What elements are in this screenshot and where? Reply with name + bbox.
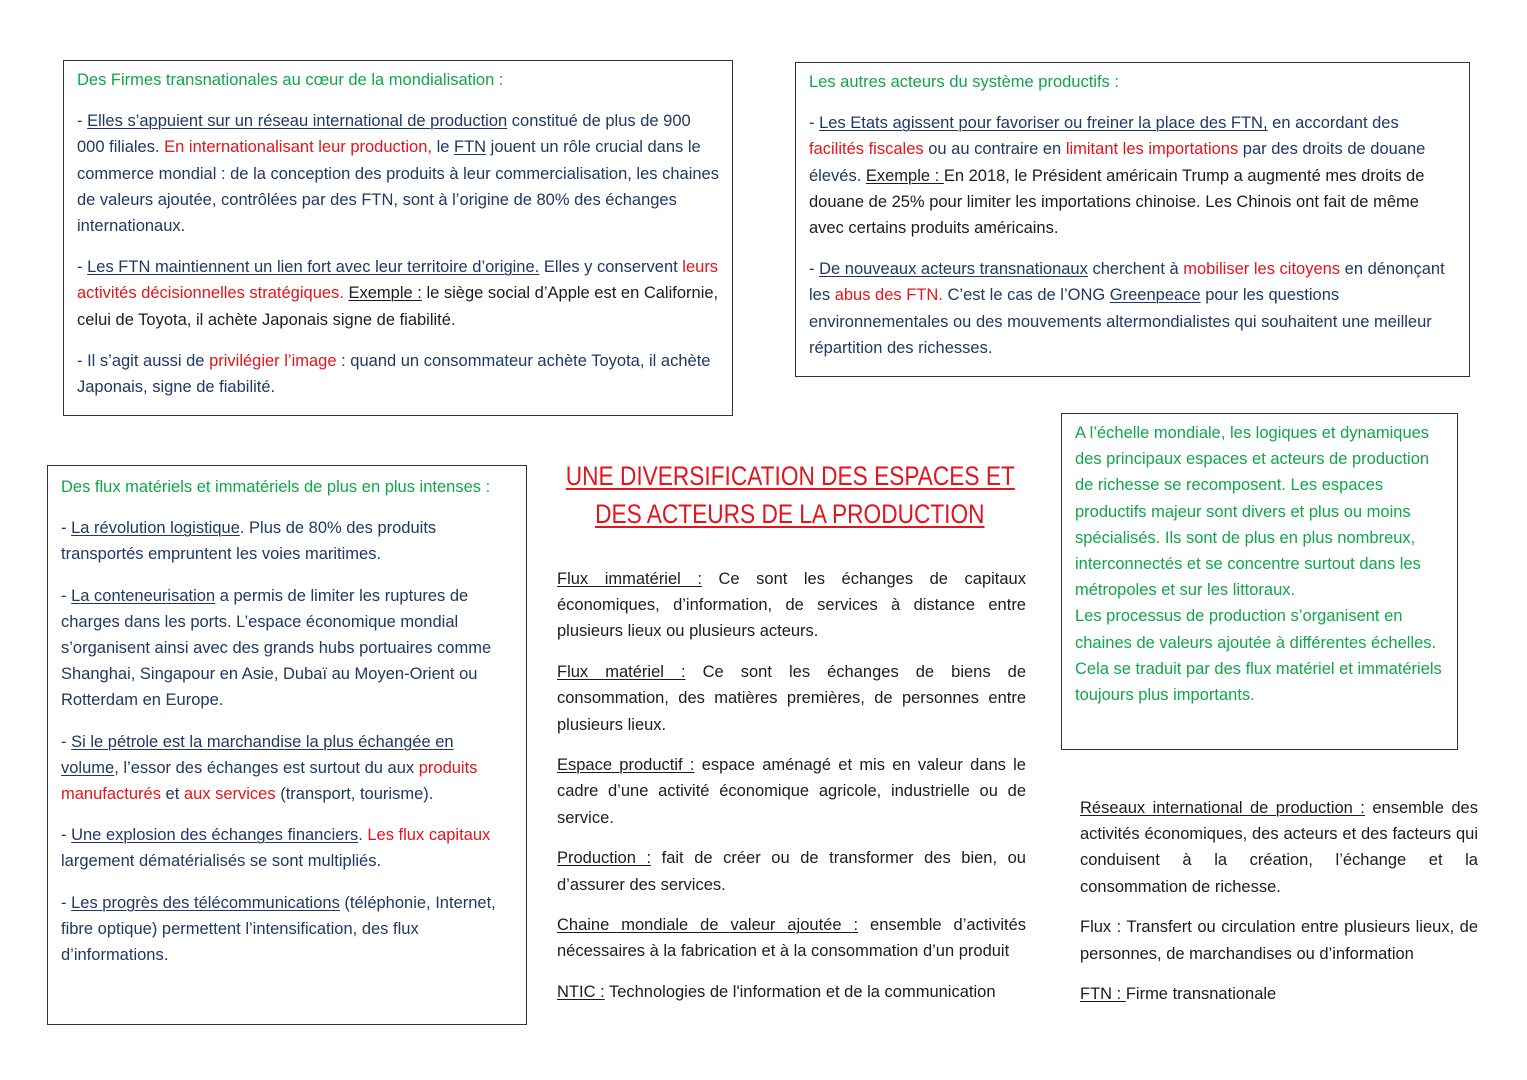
underlined-term: Les Etats agissent pour favoriser ou freiner la place des FTN, (819, 114, 1268, 133)
text-segment: : quand un consommateur achète Toyota, il achète Japonais, signe de fiabilité. (77, 351, 711, 397)
text-segment: mobiliser les citoyens (1183, 260, 1341, 279)
underlined-term: Chaine mondiale de valeur ajoutée : (557, 916, 859, 935)
summary-box-body-paragraph (1075, 420, 1444, 603)
ftn-box-body-paragraph (77, 348, 719, 400)
text-segment: . Plus de 80% des produits transportés empruntent les voies maritimes. (61, 519, 437, 564)
underlined-term: Espace productif : (557, 756, 695, 775)
text-segment: par des droits de douane élevés. (809, 140, 1426, 185)
main-title-line-2: DES ACTEURS DE LA PRODUCTION (595, 499, 985, 529)
other-actors-box-body (809, 110, 1456, 361)
underlined-term: Une explosion des échanges financiers (71, 826, 359, 845)
text-segment: - (809, 260, 820, 279)
text-segment: (transport, tourisme). (275, 785, 434, 804)
right-definitions-body-paragraph (1080, 914, 1478, 966)
text-segment: facilités fiscales (809, 140, 924, 159)
underlined-term: La révolution logistique (71, 519, 240, 538)
text-segment: - Il s’agit aussi de (77, 351, 210, 370)
text-segment: abus des FTN. (834, 286, 943, 305)
underlined-term: Les progrès des télécommunications (71, 893, 340, 912)
text-segment: aux services (183, 785, 276, 804)
text-segment: Ce sont les échanges de capitaux économiques, d’information, de services à distance entre plusieurs lieux ou plusieurs acteurs. (557, 570, 1026, 641)
ftn-box (63, 60, 733, 416)
text-segment: constitué de plus de 900 000 filiales. (77, 112, 691, 157)
main-title (510, 457, 1070, 533)
underlined-term: Les FTN maintiennent un lien fort avec leur territoire d’origine. (87, 258, 540, 277)
text-segment: - (77, 258, 88, 277)
underlined-term: Production : (557, 849, 652, 868)
text-segment: C’est le cas de l’ONG (942, 286, 1110, 305)
ftn-box-title: Des Firmes transnationales au cœur de la mondialisation : (77, 71, 504, 89)
text-segment: - (77, 112, 88, 131)
flows-box-body-paragraph (61, 890, 513, 969)
underlined-term: Si le pétrole est la marchandise la plus échangée en volume (61, 732, 454, 777)
underlined-term: FTN (454, 138, 487, 157)
text-segment: . (358, 826, 368, 845)
center-definitions (557, 566, 1026, 1020)
center-definitions-body-paragraph (557, 845, 1026, 897)
text-segment: le siège social d’Apple est en Californie, celui de Toyota, il achète Japonais signe de fiabilité. (77, 284, 719, 329)
text-segment: Transfert ou circulation entre plusieurs lieux, de personnes, de marchandises ou d’information (1080, 918, 1479, 963)
underlined-term: Exemple : (865, 166, 944, 185)
text-segment: en accordant des (1267, 114, 1399, 133)
ftn-box-body-paragraph (77, 108, 719, 239)
underlined-term: NTIC : (557, 983, 605, 1002)
text-segment: En internationalisant leur production, (164, 138, 432, 157)
text-segment: pour les questions environnementales ou des mouvements altermondialistes qui souhaitent une meilleur répartition des richesses. (809, 286, 1432, 357)
text-segment: privilégier l’image (209, 351, 337, 370)
flows-box-title: Des flux matériels et immatériels de plus en plus intenses : (61, 478, 491, 496)
text-segment: ensemble d’activités nécessaires à la fabrication et à la consommation d’un produit (557, 916, 1026, 961)
text-segment: jouent un rôle crucial dans le commerce mondial : de la conception des produits à leur commercialisation, les chaines de valeurs ajoutée, contrôlées par des FTN, sont à l’origine de 80% des échanges internationaux. (77, 138, 719, 236)
right-definitions-body-paragraph (1080, 981, 1478, 1007)
underlined-term: Elles s’appuient sur un réseau international de production (87, 112, 508, 131)
other-actors-box-body-paragraph (809, 110, 1456, 241)
text-segment: leurs activités décisionnelles stratégiques. (77, 258, 719, 303)
flows-box-body (61, 515, 513, 968)
flows-box-body-paragraph (61, 583, 513, 714)
underlined-term: La conteneurisation (71, 586, 216, 605)
text-segment: - (61, 826, 72, 845)
text-segment: a permis de limiter les ruptures de charges dans les ports. L’espace économique mondial s’organisent ainsi avec des grands hubs portuaires comme Shanghai, Singapour en Asie, Dubaï au Moyen-Orient ou Rotterdam en Europe. (61, 586, 492, 710)
center-definitions-body-paragraph (557, 659, 1026, 738)
text-segment: - (61, 732, 72, 751)
text-segment: , l’essor des échanges est surtout du aux (114, 758, 419, 777)
underlined-term: Greenpeace (1109, 286, 1201, 305)
text-segment: A l’échelle mondiale, les logiques et dynamiques des principaux espaces et acteurs de production de richesse se recomposent. Les espaces productifs majeur sont divers et plus ou moins spécialisés. Ils sont de plus en plus nombreux, interconnectés et se concentre surtout dans les métropoles et sur les littoraux. (1075, 424, 1430, 600)
text-segment: Firme transnationale (1125, 985, 1277, 1004)
text-segment: espace aménagé et mis en valeur dans le cadre d’une activité économique agricole, industrielle ou de service. (557, 756, 1026, 827)
text-segment: produits manufacturés (61, 758, 478, 804)
text-segment: en dénonçant les (809, 260, 1445, 305)
other-actors-box (795, 62, 1470, 377)
right-definitions-body (1080, 795, 1478, 1007)
text-segment: le (431, 138, 454, 157)
text-segment: - (61, 586, 72, 605)
text-segment: limitant les importations (1065, 140, 1239, 159)
right-definitions (1080, 795, 1478, 1022)
text-segment: cherchent à (1087, 260, 1184, 279)
underlined-term: Exemple : (348, 284, 422, 303)
underlined-term: Flux immatériel : (557, 570, 702, 588)
text-segment: - (809, 114, 820, 133)
text-segment: Ce sont les échanges de biens de consommation, des matières premières, de personnes entre plusieurs lieux. (557, 663, 1026, 734)
text-segment: fait de créer ou de transformer des bien, ou d’assurer des services. (557, 849, 1026, 894)
ftn-box-body-paragraph (77, 254, 719, 333)
center-definitions-body (557, 566, 1026, 1005)
text-segment: Elles y conservent (539, 258, 683, 277)
text-segment: - (61, 519, 72, 538)
center-definitions-body-paragraph (557, 752, 1026, 831)
text-segment: Les processus de production s’organisent en chaines de valeurs ajoutée à différentes échelles. Cela se traduit par des flux matériel et immatériels toujours plus importants. (1075, 607, 1442, 705)
center-definitions-body-paragraph (557, 979, 1026, 1005)
flows-box-body-paragraph (61, 729, 513, 808)
text-segment: Les flux capitaux (367, 826, 491, 845)
text-segment: largement dématérialisés se sont multipliés. (61, 852, 382, 871)
summary-box-body-paragraph (1075, 603, 1444, 708)
other-actors-box-title: Les autres acteurs du système productifs : (809, 73, 1119, 91)
text-segment: ou au contraire en (923, 140, 1066, 159)
text-segment: (téléphonie, Internet, fibre optique) permettent l’intensification, des flux d’informations. (61, 893, 496, 965)
center-definitions-body-paragraph (557, 566, 1026, 645)
text-segment: Technologies de l'information et de la communication (604, 983, 996, 1002)
underlined-term: De nouveaux acteurs transnationaux (819, 260, 1088, 279)
underlined-term: Réseaux international de production : (1080, 799, 1365, 817)
main-title-line-1: UNE DIVERSIFICATION DES ESPACES ET (565, 461, 1015, 491)
text-segment: et (160, 785, 184, 804)
other-actors-box-body-paragraph (809, 256, 1456, 361)
right-definitions-body-paragraph (1080, 795, 1478, 900)
underlined-term: Flux matériel : (557, 663, 686, 682)
text-segment: En 2018, le Président américain Trump a augmenté mes droits de douane de 25% pour limiter les importations chinoise. Les Chinois ont fait de même avec certains produits américains. (809, 166, 1425, 238)
center-definitions-body-paragraph (557, 912, 1026, 964)
flows-box-body-paragraph (61, 515, 513, 567)
text-segment: - (61, 893, 72, 912)
summary-box (1061, 413, 1458, 750)
flows-box (47, 465, 527, 1025)
ftn-box-body (77, 108, 719, 400)
underlined-term: FTN : (1080, 985, 1126, 1004)
flows-box-body-paragraph (61, 822, 513, 874)
summary-box-body (1075, 420, 1444, 708)
text-segment: ensemble des activités économiques, des acteurs et des facteurs qui conduisent à la création, l’échange et la consommation de richesse. (1080, 799, 1478, 896)
text-segment: Flux : (1080, 918, 1122, 937)
